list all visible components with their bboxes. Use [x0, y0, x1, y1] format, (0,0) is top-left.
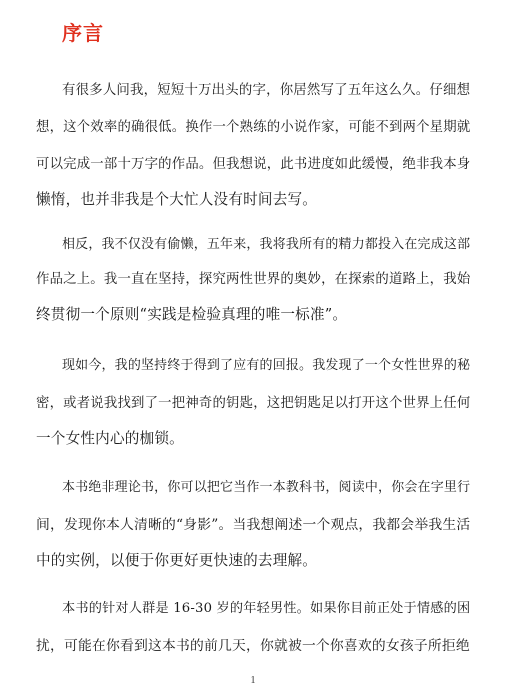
page-title: 序言 — [62, 21, 104, 45]
document-page: 序言 有很多人问我，短短十万出头的字，你居然写了五年这么久。仔细想 想，这个效率的确很低。换作一个熟练的小说作家，可能不到两个星期就 可以完成一部十万字的作品。但我想说，此书进度如此缓慢，绝非我本身 懒惰，也并非我是个大忙人没有时间去写。 相反，我不仅没有偷懒，五年来，我将我所有的精力都投入在完成这部 作品之上。我一直在坚持，探究两性世界的奥妙，在探索的道路上，我始 终贯彻一个原则“实践是检验真理的唯一标准”。 现如今，我的坚持终于得到了应有的回报。我发现了一个女性世界的秘 密，或者说我找到了一把神奇的钥匙，这把钥匙足以打开这个世界上任何 一个女性内心的枷锁。 本书绝非理论书，你可以把它当作一本教科书，阅读中，你会在字里行 间，发现你本人清晰的“身影”。当我想阐述一个观点，我都会举我生活 中的实例，以便于你更好更快速的去理解。 本书的针对人群是 16-30 岁的年轻男性。如果你目前正处于情感的困 扰，可能在你看到这本书的前几天，你就被一个你喜欢的女孩子所拒绝 1 — [0, 0, 506, 695]
page-number: 1 — [250, 675, 256, 686]
